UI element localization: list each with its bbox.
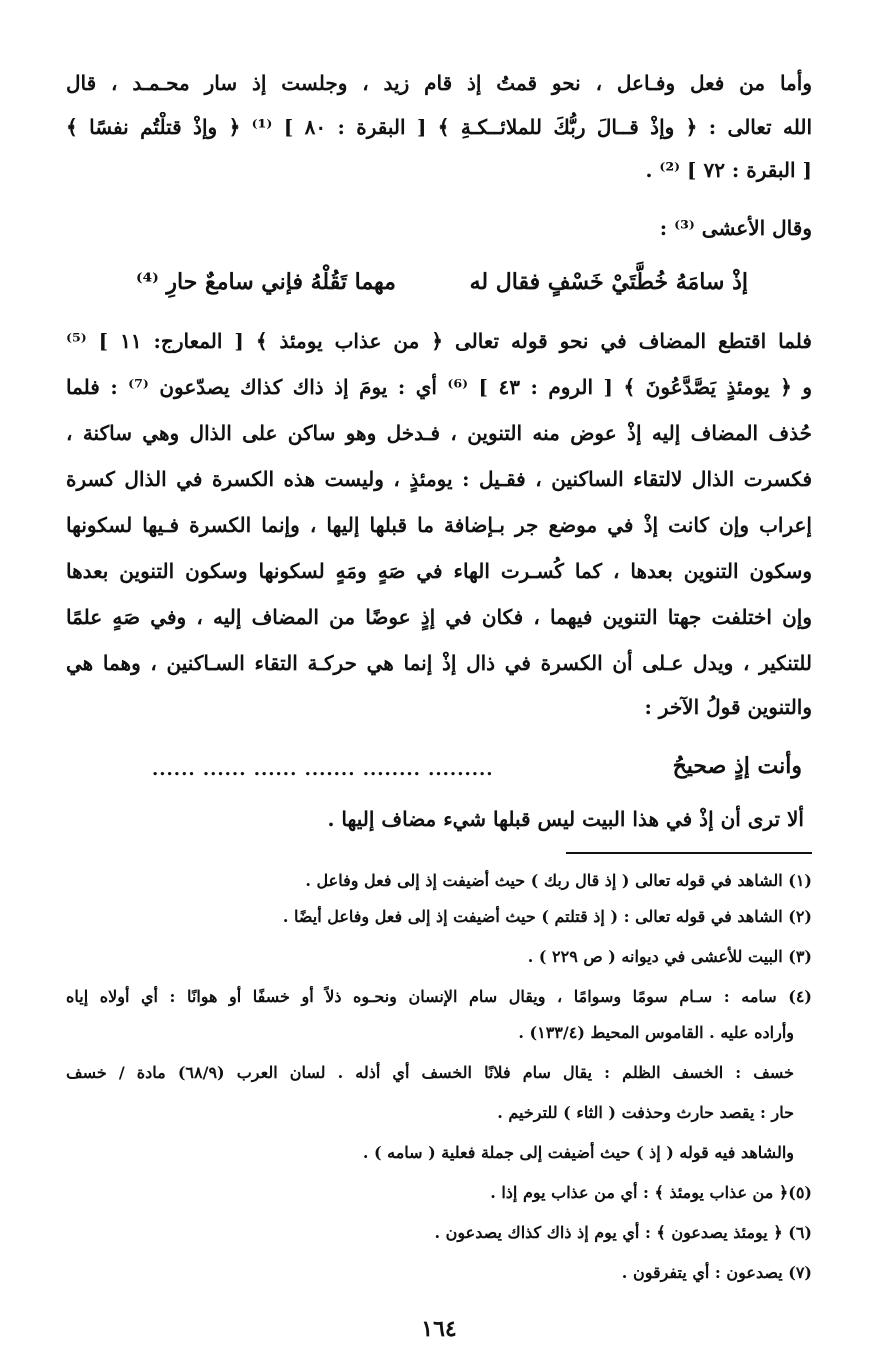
footnote: (٣) البيت للأعشى في ديوانه ( ص ٢٢٩ ) . [527,947,812,966]
body-line: فكسرت الذال لالتقاء الساكنين ، فقـيل : يومئذٍ ، وليست هذه الكسرة في الذال كسرة [66,467,812,491]
footnote: (٥)﴿ من عذاب يومئذ ﴾ : أي من عذاب يوم إذا . [490,1183,812,1202]
body-line: وإن اختلفت جهتا التنوين فيهما ، فكان في إذٍ عوضًا من المضاف إليه ، وفي صَهٍ علمًا [66,605,812,629]
body-line: وسكون التنوين بعدها ، كما كُسـرت الهاء في صَهٍ ومَهٍ لسكونها وسكون التنوين بعدها [66,559,812,583]
verse-hemistich-left: مهما تَقُلْهُ فإني سامعٌ حارِ ⁽⁴⁾ [136,269,396,295]
body-line: فلما اقتطع المضاف في نحو قوله تعالى ﴿ من عذاب يومئذ ﴾ [ المعارج: ١١ ] ⁽⁵⁾ [66,329,812,353]
footnote: وأراده عليه . القاموس المحيط (١٣٣/٤) . [518,1023,794,1042]
body-line: و ﴿ يومئذٍ يَصَّدَّعُونَ ﴾ [ الروم : ٤٣ ] ⁽⁶⁾ أي : يومَ إذ ذاك كذاك يصدّعون ⁽⁷⁾ : فلما [66,375,812,399]
footnote: خسف : الخسف الظلم : يقال سام فلانًا الخسف أي أذله . لسان العرب (٦٨/٩) مادة / خسف [66,1063,794,1082]
footnote: (٦) ﴿ يومئذ يصدعون ﴾ : أي يوم إذ ذاك كذاك يصدعون . [434,1223,812,1242]
body-line: وقال الأعشى ⁽³⁾ : [659,216,812,240]
footnote: (٤) سامه : سـام سومًا وسوامًا ، ويقال سام الإنسان ونحـوه ذلاً أو خسفًا أو هوانًا : أي أولاه إياه [66,987,812,1006]
body-line: [ البقرة : ٧٢ ] ⁽²⁾ . [645,158,812,182]
verse-hemistich-right: إذْ سامَهُ خُطَّتَيْ خَسْفٍ فقال له [469,269,748,295]
verse-ellipsis: ......... ........ ....... ...... ...... ...... [152,759,494,780]
closing-line: ألا ترى أن إذْ في هذا البيت ليس قبلها شيء مضاف إليها . [327,807,804,831]
body-line: الله تعالى : ﴿ وإذْ قــالَ ربُّكَ للملائــكـةِ ﴾ [ البقرة : ٨٠ ] ⁽¹⁾ ﴿ وإذْ قتلْتُم نفسًا ﴾ [66,115,812,139]
footnote: والشاهد فيه قوله ( إذ ) حيث أضيفت إلى جملة فعلية ( سامه ) . [362,1143,794,1162]
footnote-separator [566,852,812,854]
book-page [66,0,812,1367]
body-line: للتنكير ، ويدل عـلى أن الكسرة في ذال إذْ إنما هي حركـة التقاء السـاكنين ، وهما هي [66,651,812,675]
body-line: حُذف المضاف إليه إذْ عوض منه التنوين ، فـدخل وهو ساكن على الذال وهي ساكنة ، [66,421,812,445]
footnote: (١) الشاهد في قوله تعالى ( إذ قال ربك ) حيث أضيفت إذ إلى فعل وفاعل . [305,871,812,890]
footnote: (٢) الشاهد في قوله تعالى : ( إذ قتلتم ) حيث أضيفت إذ إلى فعل وفاعل أيضًا . [282,907,812,926]
verse-text: وأنت إذٍ صحيحُ [672,753,802,779]
body-line: والتنوين قولُ الآخر : [644,695,812,719]
footnote: حار : يقصد حارث وحذفت ( الثاء ) للترخيم . [497,1103,794,1122]
body-line: وأما من فعل وفـاعل ، نحو قمتُ إذ قام زيد ، وجلست إذ سار محـمـد ، قال [66,71,812,95]
footnote: (٧) يصدعون : أي يتفرقون . [621,1263,812,1282]
page-number: ١٦٤ [421,1316,457,1342]
body-line: إعراب وإن كانت إذْ في موضع جر بـإضافة ما قبلها إليها ، وإنما الكسرة فـيها لسكونها [66,513,812,537]
